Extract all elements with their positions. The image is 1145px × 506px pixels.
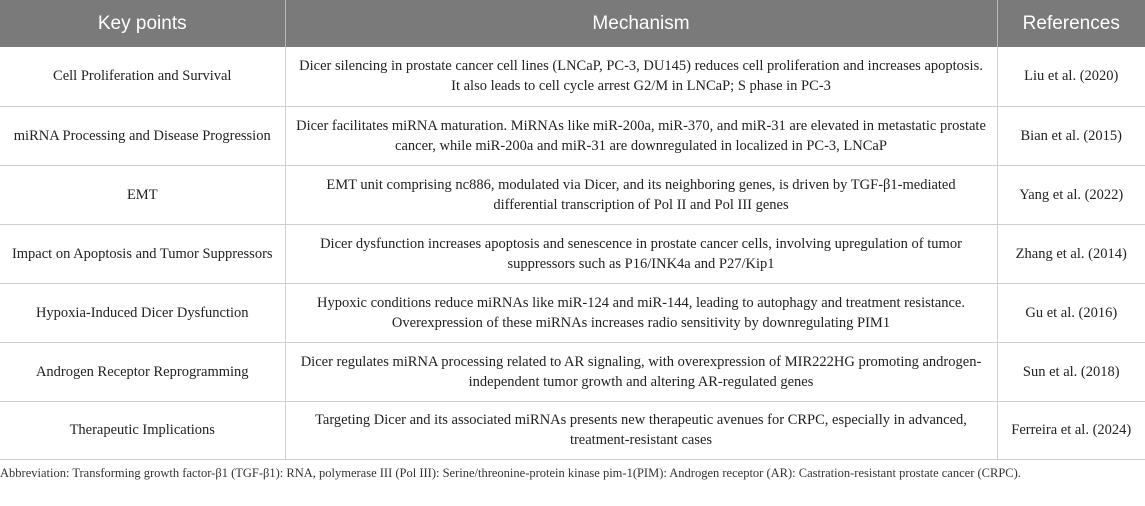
key-point-cell: miRNA Processing and Disease Progression	[0, 106, 285, 165]
table-row	[0, 47, 1145, 106]
mechanism-cell: Hypoxic conditions reduce miRNAs like miR-124 and miR-144, leading to autophagy and treatment resistance. Overexpression of these miRNAs increases radio sensitivity by downregulating PIM1	[285, 283, 997, 342]
reference-cell: Zhang et al. (2014)	[997, 224, 1145, 283]
key-point-cell: Cell Proliferation and Survival	[0, 47, 285, 106]
key-point-cell: Hypoxia-Induced Dicer Dysfunction	[0, 283, 285, 342]
reference-cell: Yang et al. (2022)	[997, 165, 1145, 224]
key-point-cell: Androgen Receptor Reprogramming	[0, 342, 285, 401]
table-row	[0, 401, 1145, 459]
table-row	[0, 342, 1145, 401]
mechanism-cell: Dicer regulates miRNA processing related to AR signaling, with overexpression of MIR222HG promoting androgen-independent tumor growth and altering AR-regulated genes	[285, 342, 997, 401]
header-row	[0, 0, 1145, 47]
table-row	[0, 165, 1145, 224]
mechanism-cell: Targeting Dicer and its associated miRNAs presents new therapeutic avenues for CRPC, especially in advanced, treatment-resistant cases	[285, 401, 997, 459]
key-point-cell: Impact on Apoptosis and Tumor Suppressors	[0, 224, 285, 283]
header-key-points: Key points	[0, 0, 285, 47]
mechanism-cell: Dicer facilitates miRNA maturation. MiRNAs like miR-200a, miR-370, and miR-31 are elevated in metastatic prostate cancer, while miR-200a and miR-31 are downregulated in localized in PC-3, LNCaP	[285, 106, 997, 165]
table-row	[0, 106, 1145, 165]
reference-cell: Liu et al. (2020)	[997, 47, 1145, 106]
table-header	[0, 0, 1145, 47]
mechanism-cell: Dicer dysfunction increases apoptosis and senescence in prostate cancer cells, involving upregulation of tumor suppressors such as P16/INK4a and P27/Kip1	[285, 224, 997, 283]
mechanism-cell: EMT unit comprising nc886, modulated via Dicer, and its neighboring genes, is driven by TGF-β1-mediated differential transcription of Pol II and Pol III genes	[285, 165, 997, 224]
reference-cell: Ferreira et al. (2024)	[997, 401, 1145, 459]
mechanism-cell: Dicer silencing in prostate cancer cell lines (LNCaP, PC-3, DU145) reduces cell proliferation and increases apoptosis. It also leads to cell cycle arrest G2/M in LNCaP; S phase in PC-3	[285, 47, 997, 106]
header-references: References	[1022, 12, 1120, 34]
reference-cell: Gu et al. (2016)	[997, 283, 1145, 342]
abbreviation-footnote: Abbreviation: Transforming growth factor-β1 (TGF-β1): RNA, polymerase III (Pol III): Serine/threonine-protein kinase pim-1(PIM): Androgen receptor (AR): Castration-resistant prostate cancer (CRPC).	[0, 466, 1021, 480]
reference-cell: Sun et al. (2018)	[997, 342, 1145, 401]
key-point-cell: EMT	[0, 165, 285, 224]
header-mechanism: Mechanism	[285, 0, 997, 47]
key-point-cell: Therapeutic Implications	[0, 401, 285, 459]
reference-cell: Bian et al. (2015)	[997, 106, 1145, 165]
table-row	[0, 283, 1145, 342]
table-body	[0, 47, 1145, 459]
table-row	[0, 224, 1145, 283]
